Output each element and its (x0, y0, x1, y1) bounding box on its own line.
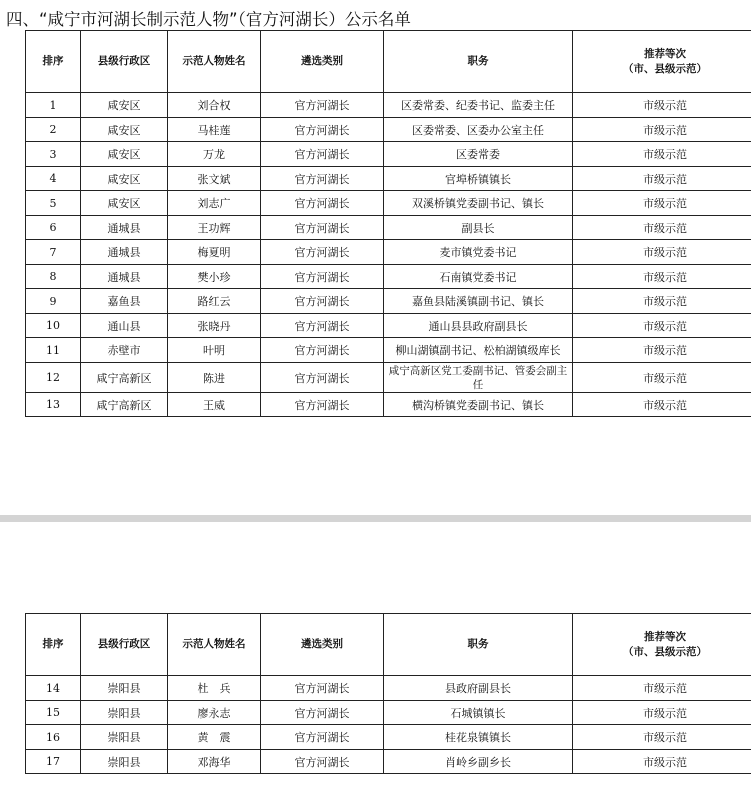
table-row (26, 701, 751, 725)
row-position: 嘉鱼县陆溪镇副书记、镇长 (384, 289, 573, 314)
row-index: 17 (26, 750, 81, 774)
header-level-line1: 推荐等次 (644, 630, 686, 643)
row-name: 刘合权 (168, 93, 261, 118)
table-row (26, 750, 751, 774)
row-category: 官方河湖长 (261, 393, 384, 417)
table-row (26, 167, 751, 191)
row-district: 咸安区 (81, 118, 168, 142)
row-category: 官方河湖长 (261, 750, 384, 774)
row-name: 马桂莲 (168, 118, 261, 142)
row-name: 廖永志 (168, 701, 261, 725)
row-index: 12 (26, 363, 81, 393)
row-index: 2 (26, 118, 81, 142)
row-level: 市级示范 (573, 118, 751, 142)
row-district: 咸安区 (81, 167, 168, 191)
row-category: 官方河湖长 (261, 289, 384, 314)
row-position: 横沟桥镇党委副书记、镇长 (384, 393, 573, 417)
row-level: 市级示范 (573, 142, 751, 167)
row-district: 通城县 (81, 240, 168, 265)
row-position: 官埠桥镇镇长 (384, 167, 573, 191)
row-name: 王功辉 (168, 216, 261, 240)
table-row (26, 289, 751, 314)
row-category: 官方河湖长 (261, 93, 384, 118)
row-index: 7 (26, 240, 81, 265)
row-position: 柳山湖镇副书记、松柏湖镇级库长 (384, 338, 573, 363)
header-level-line1: 推荐等次 (644, 47, 686, 60)
row-index: 9 (26, 289, 81, 314)
table-row (26, 240, 751, 265)
row-position: 区委常委 (384, 142, 573, 167)
row-name: 刘志广 (168, 191, 261, 216)
row-category: 官方河湖长 (261, 701, 384, 725)
nominee-table-page-1 (25, 30, 751, 417)
row-name: 樊小珍 (168, 265, 261, 289)
row-category: 官方河湖长 (261, 118, 384, 142)
row-district: 咸安区 (81, 93, 168, 118)
row-level: 市级示范 (573, 676, 751, 701)
row-index: 8 (26, 265, 81, 289)
row-index: 5 (26, 191, 81, 216)
row-district: 崇阳县 (81, 725, 168, 750)
row-category: 官方河湖长 (261, 363, 384, 393)
row-category: 官方河湖长 (261, 142, 384, 167)
row-index: 11 (26, 338, 81, 363)
header-position: 职务 (384, 614, 573, 676)
row-position: 石南镇党委书记 (384, 265, 573, 289)
header-level (573, 614, 751, 676)
row-district: 咸安区 (81, 191, 168, 216)
row-level: 市级示范 (573, 314, 751, 338)
row-district: 崇阳县 (81, 750, 168, 774)
header-index: 排序 (26, 31, 81, 93)
row-level: 市级示范 (573, 338, 751, 363)
row-name: 邓海华 (168, 750, 261, 774)
row-name: 路红云 (168, 289, 261, 314)
row-position: 区委常委、区委办公室主任 (384, 118, 573, 142)
row-category: 官方河湖长 (261, 676, 384, 701)
header-level-line2: （市、县级示范） (623, 645, 707, 658)
table-body (26, 93, 751, 417)
header-district: 县级行政区 (81, 31, 168, 93)
row-level: 市级示范 (573, 93, 751, 118)
row-position: 县政府副县长 (384, 676, 573, 701)
row-level: 市级示范 (573, 191, 751, 216)
row-position: 通山县县政府副县长 (384, 314, 573, 338)
row-index: 16 (26, 725, 81, 750)
row-district: 崇阳县 (81, 676, 168, 701)
row-name: 陈进 (168, 363, 261, 393)
row-index: 6 (26, 216, 81, 240)
table-row (26, 363, 751, 393)
header-name: 示范人物姓名 (168, 31, 261, 93)
page-divider (0, 515, 751, 522)
row-name: 叶明 (168, 338, 261, 363)
row-position: 肖岭乡副乡长 (384, 750, 573, 774)
table-row (26, 216, 751, 240)
row-category: 官方河湖长 (261, 240, 384, 265)
row-name: 张晓丹 (168, 314, 261, 338)
table-row (26, 142, 751, 167)
row-level: 市级示范 (573, 240, 751, 265)
row-name: 杜 兵 (168, 676, 261, 701)
header-district: 县级行政区 (81, 614, 168, 676)
row-category: 官方河湖长 (261, 314, 384, 338)
row-district: 通城县 (81, 265, 168, 289)
row-position: 麦市镇党委书记 (384, 240, 573, 265)
table-row (26, 191, 751, 216)
row-index: 3 (26, 142, 81, 167)
row-index: 15 (26, 701, 81, 725)
row-district: 嘉鱼县 (81, 289, 168, 314)
header-level (573, 31, 751, 93)
row-level: 市级示范 (573, 363, 751, 393)
row-level: 市级示范 (573, 750, 751, 774)
row-category: 官方河湖长 (261, 338, 384, 363)
table-row (26, 265, 751, 289)
row-level: 市级示范 (573, 167, 751, 191)
row-name: 梅夏明 (168, 240, 261, 265)
table-row (26, 93, 751, 118)
row-district: 崇阳县 (81, 701, 168, 725)
table-row (26, 314, 751, 338)
page-title: 四、“咸宁市河湖长制示范人物”（官方河湖长）公示名单 (6, 10, 411, 29)
row-level: 市级示范 (573, 701, 751, 725)
row-category: 官方河湖长 (261, 191, 384, 216)
row-district: 咸宁高新区 (81, 363, 168, 393)
row-index: 14 (26, 676, 81, 701)
row-district: 咸宁高新区 (81, 393, 168, 417)
row-district: 咸安区 (81, 142, 168, 167)
row-position: 石城镇镇长 (384, 701, 573, 725)
header-level-line2: （市、县级示范） (623, 62, 707, 75)
row-level: 市级示范 (573, 265, 751, 289)
row-index: 1 (26, 93, 81, 118)
row-name: 张文斌 (168, 167, 261, 191)
row-level: 市级示范 (573, 289, 751, 314)
row-district: 通山县 (81, 314, 168, 338)
row-position: 桂花泉镇镇长 (384, 725, 573, 750)
table-row (26, 393, 751, 417)
header-name: 示范人物姓名 (168, 614, 261, 676)
header-category: 遴选类别 (261, 614, 384, 676)
row-district: 赤壁市 (81, 338, 168, 363)
row-name: 万龙 (168, 142, 261, 167)
table-row (26, 338, 751, 363)
row-level: 市级示范 (573, 725, 751, 750)
row-position: 区委常委、纪委书记、监委主任 (384, 93, 573, 118)
row-position: 双溪桥镇党委副书记、镇长 (384, 191, 573, 216)
row-position: 副县长 (384, 216, 573, 240)
row-category: 官方河湖长 (261, 167, 384, 191)
row-level: 市级示范 (573, 393, 751, 417)
row-index: 10 (26, 314, 81, 338)
row-district: 通城县 (81, 216, 168, 240)
row-position: 咸宁高新区党工委副书记、管委会副主任 (384, 363, 573, 393)
row-name: 黄 震 (168, 725, 261, 750)
row-name: 王威 (168, 393, 261, 417)
header-index: 排序 (26, 614, 81, 676)
table-row (26, 725, 751, 750)
row-index: 13 (26, 393, 81, 417)
row-index: 4 (26, 167, 81, 191)
row-level: 市级示范 (573, 216, 751, 240)
row-category: 官方河湖长 (261, 725, 384, 750)
row-category: 官方河湖长 (261, 216, 384, 240)
row-category: 官方河湖长 (261, 265, 384, 289)
header-position: 职务 (384, 31, 573, 93)
nominee-table-page-2 (25, 613, 751, 774)
table-row (26, 676, 751, 701)
header-category: 遴选类别 (261, 31, 384, 93)
table-row (26, 118, 751, 142)
table-body (26, 676, 751, 774)
